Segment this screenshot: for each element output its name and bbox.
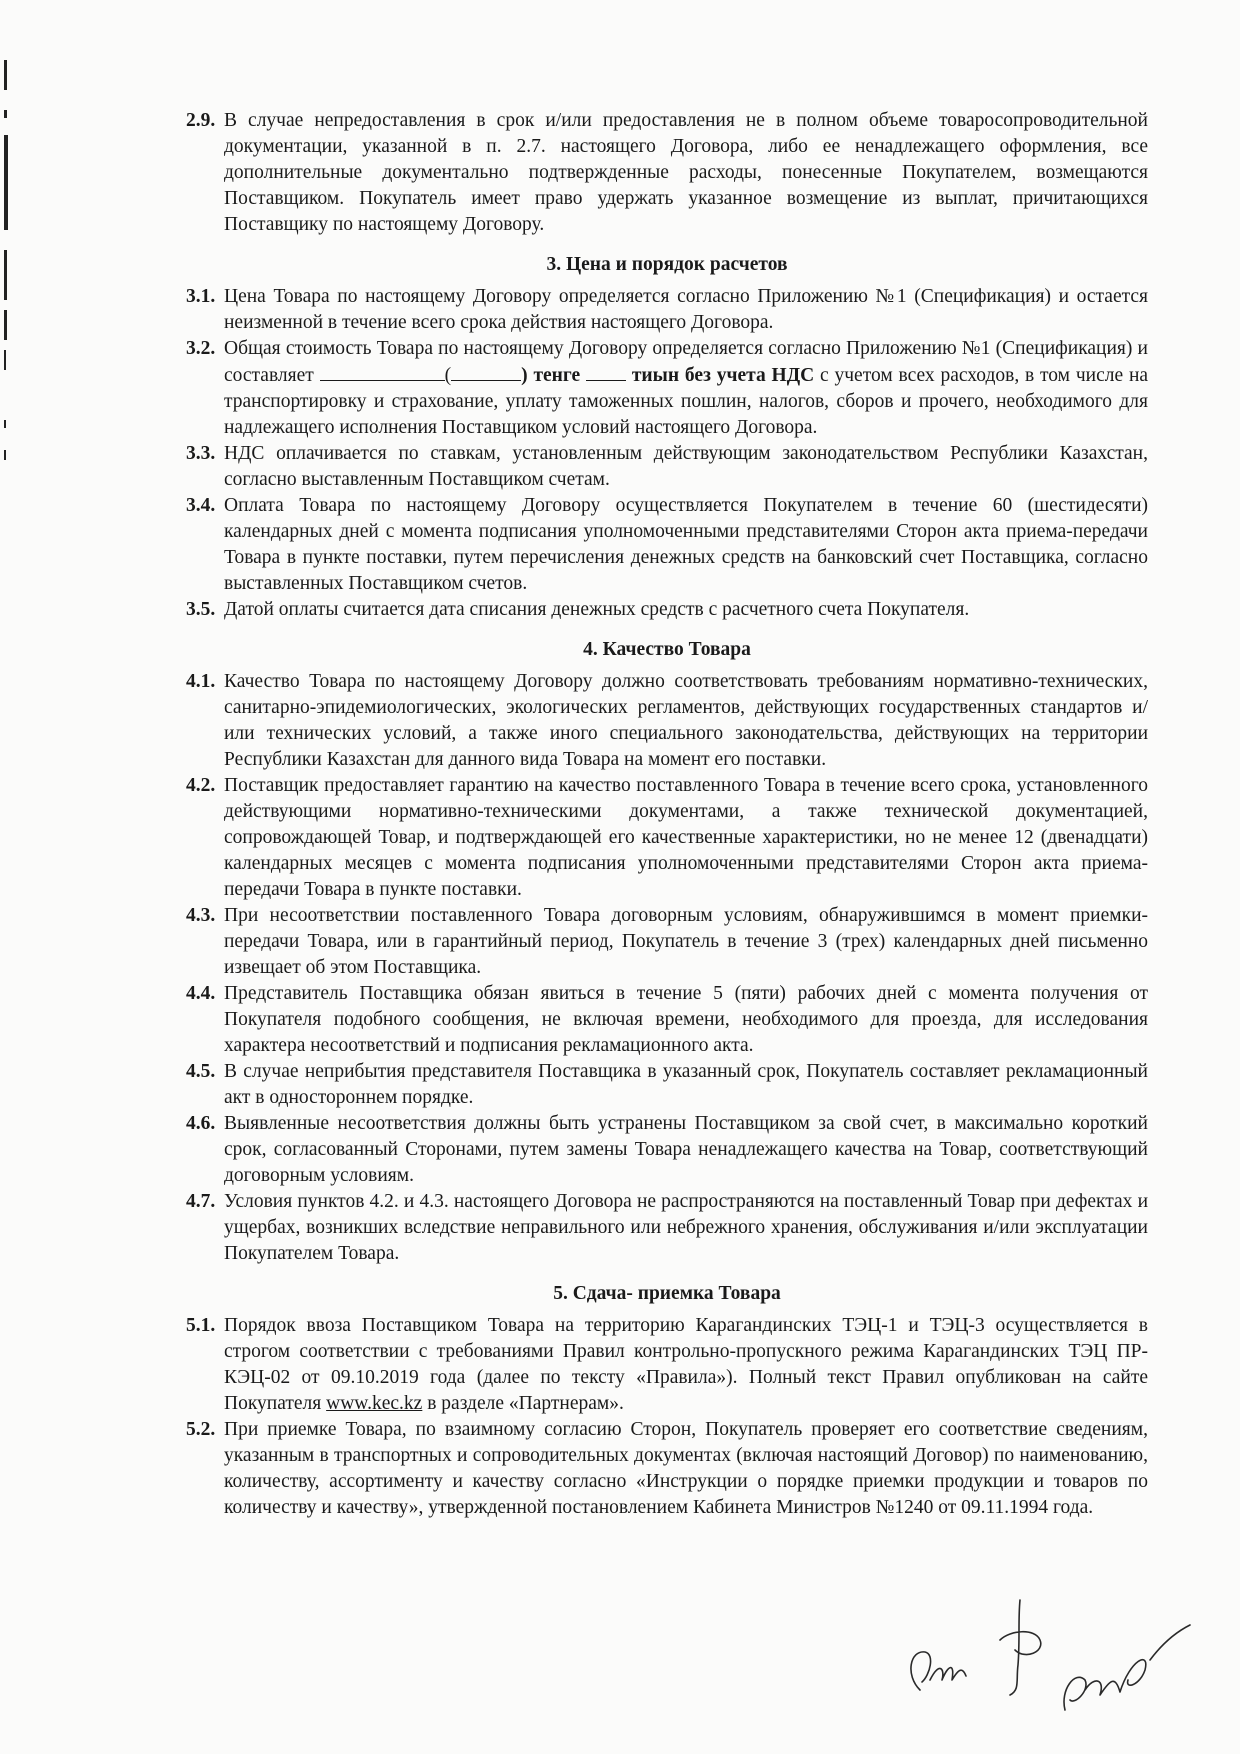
clause-text: В случае неприбытия представителя Поставщика в указанный срок, Покупатель составляет рекламационный акт в одностороннем порядке. bbox=[224, 1061, 1148, 1108]
scan-margin-marks bbox=[0, 0, 20, 1754]
signatures-initials bbox=[900, 1580, 1220, 1730]
clause-number: 4.4. bbox=[186, 983, 216, 1004]
clause-4-1 bbox=[186, 669, 1148, 773]
clause-text: Выявленные несоответствия должны быть устранены Поставщиком за свой счет, в максимально короткий срок, согласованный Сторонами, путем замены Товара ненадлежащего качества на Товар, соответствующий договорным условиям. bbox=[224, 1113, 1148, 1186]
clause-4-4 bbox=[186, 981, 1148, 1059]
clause-number: 5.2. bbox=[186, 1419, 216, 1440]
clause-4-3 bbox=[186, 903, 1148, 981]
clause-3-1 bbox=[186, 284, 1148, 336]
clause-number: 4.2. bbox=[186, 775, 216, 796]
clause-number: 3.1. bbox=[186, 286, 216, 307]
clause-2-9 bbox=[186, 108, 1148, 238]
clause-number: 2.9. bbox=[186, 110, 216, 131]
signature-1 bbox=[911, 1652, 966, 1690]
clause-5-2 bbox=[186, 1417, 1148, 1521]
clause-3-4 bbox=[186, 493, 1148, 597]
clause-number: 4.6. bbox=[186, 1113, 216, 1134]
clause-text: Датой оплаты считается дата списания денежных средств с расчетного счета Покупателя. bbox=[224, 599, 970, 620]
clause-number: 4.1. bbox=[186, 671, 216, 692]
section-3-title: 3. Цена и порядок расчетов bbox=[546, 254, 788, 275]
clause-text: Представитель Поставщика обязан явиться в течение 5 (пяти) рабочих дней с момента получения от Покупателя подобного сообщения, не включая времени, необходимого для проезда, для исследования характера несоответствий и подписания рекламационного акта. bbox=[224, 983, 1148, 1056]
open-paren: ( bbox=[444, 365, 452, 386]
website-link[interactable]: www.kec.kz bbox=[326, 1393, 423, 1414]
clause-text: Качество Товара по настоящему Договору должно соответствовать требованиям нормативно-технических, санитарно-эпидемиологических, экологических регламентов, действующих государственных стандартов и/или технических условий, а также иного специального законодательства, действующих на территории Республики Казахстан для данного вида Товара на момент его поставки. bbox=[224, 671, 1148, 770]
clause-text: Поставщик предоставляет гарантию на качество поставленного Товара в течение всего срока, установленного действующими нормативно-техническими документами, а также технической документацией, сопровождающей Товар, и подтверждающей его качественные характеристики, но не менее 12 (двенадцати) календарных месяцев с момента подписания уполномоченными представителями Сторон акта приема-передачи Товара в пункте поставки. bbox=[224, 775, 1148, 900]
clause-text bbox=[224, 336, 1148, 441]
tiyn-label: тиын без учета НДС bbox=[631, 365, 815, 386]
clause-text: При приемке Товара, по взаимному согласию Сторон, Покупатель проверяет его соответствие сведениям, указанным в транспортных и сопроводительных документах (включая настоящий Договор) по наименованию, количеству, ассортименту и качеству согласно «Инструкции о порядке приемки продукции и товаров по количеству и качеству», утвержденной постановлением Кабинета Министров №1240 от 09.11.1994 года. bbox=[224, 1419, 1148, 1518]
clause-4-7 bbox=[186, 1189, 1148, 1267]
clause-text bbox=[224, 1313, 1148, 1417]
clause-text-part2: с учетом всех расходов, в том числе на транспортировку и страхование, уплату таможенных пошлин, налогов, сборов и прочего, необходимого для надлежащего исполнения Поставщиком условий настоящего Договора. bbox=[224, 365, 1149, 438]
clause-number: 4.3. bbox=[186, 905, 216, 926]
clause-text: В случае непредоставления в срок и/или предоставления не в полном объеме товаросопроводительной документации, указанной в п. 2.7. настоящего Договора, либо ее ненадлежащего оформления, все дополнительные документально подтвержденные расходы, понесенные Покупателем, возмещаются Поставщиком. Покупатель имеет право удержать указанное возмещение из выплат, причитающихся Поставщику по настоящему Договору. bbox=[224, 110, 1148, 235]
section-4-title: 4. Качество Товара bbox=[583, 639, 751, 660]
clause-text: При несоответствии поставленного Товара договорным условиям, обнаружившимся в момент приемки-передачи Товара, или в гарантийный период, Покупатель в течение 3 (трех) календарных дней письменно извещает об этом Поставщика. bbox=[224, 905, 1148, 978]
clause-5-1 bbox=[186, 1313, 1148, 1417]
tiyn-blank[interactable] bbox=[586, 362, 626, 381]
clause-3-2 bbox=[186, 336, 1148, 441]
clause-text-part1: Общая стоимость Товара по настоящему Договору определяется согласно Приложению №1 (Спецификация) и составляет bbox=[224, 338, 1148, 386]
clause-number: 5.1. bbox=[186, 1315, 216, 1336]
clause-number: 3.3. bbox=[186, 443, 216, 464]
clause-3-5 bbox=[186, 597, 1148, 623]
signature-3 bbox=[1064, 1625, 1190, 1710]
amount-words-blank[interactable] bbox=[451, 362, 521, 381]
clause-text: Оплата Товара по настоящему Договору осуществляется Покупателем в течение 60 (шестидесяти) календарных дней с момента подписания уполномоченными представителями Сторон акта приема-передачи Товара в пункте поставки, путем перечисления денежных средств на банковский счет Поставщика, согласно выставленных Поставщиком счетов. bbox=[224, 495, 1148, 594]
clause-4-5 bbox=[186, 1059, 1148, 1111]
signature-2 bbox=[1000, 1600, 1041, 1695]
clause-text: Цена Товара по настоящему Договору определяется согласно Приложению №1 (Спецификация) и остается неизменной в течение всего срока действия настоящего Договора. bbox=[224, 286, 1148, 333]
clause-number: 3.5. bbox=[186, 599, 216, 620]
clause-4-2 bbox=[186, 773, 1148, 903]
close-paren: ) bbox=[521, 365, 528, 386]
clause-text: НДС оплачивается по ставкам, установленным действующим законодательством Республики Казахстан, согласно выставленным Поставщиком счетам. bbox=[224, 443, 1148, 490]
clause-number: 4.7. bbox=[186, 1191, 216, 1212]
clause-text: Условия пунктов 4.2. и 4.3. настоящего Договора не распространяются на поставленный Товар при дефектах и ущербах, возникших вследствие неправильного или небрежного хранения, обслуживания и/или эксплуатации Покупателем Товара. bbox=[224, 1191, 1148, 1264]
amount-blank[interactable] bbox=[320, 362, 445, 381]
tenge-label: тенге bbox=[533, 365, 581, 386]
clause-4-6 bbox=[186, 1111, 1148, 1189]
clause-number: 3.2. bbox=[186, 338, 216, 359]
clause-number: 4.5. bbox=[186, 1061, 216, 1082]
section-5-title: 5. Сдача- приемка Товара bbox=[553, 1283, 781, 1304]
document-body bbox=[186, 108, 1148, 1521]
clause-text-part2: в разделе «Партнерам». bbox=[427, 1393, 624, 1414]
clause-text-part1: Порядок ввоза Поставщиком Товара на территорию Карагандинских ТЭЦ-1 и ТЭЦ-3 осуществляется в строгом соответствии с требованиями Правил контрольно-пропускного режима Карагандинских ТЭЦ ПР-КЭЦ-02 от 09.10.2019 года (далее по тексту «Правила»). Полный текст Правил опубликован на сайте Покупателя bbox=[224, 1315, 1148, 1414]
clause-3-3 bbox=[186, 441, 1148, 493]
clause-number: 3.4. bbox=[186, 495, 216, 516]
